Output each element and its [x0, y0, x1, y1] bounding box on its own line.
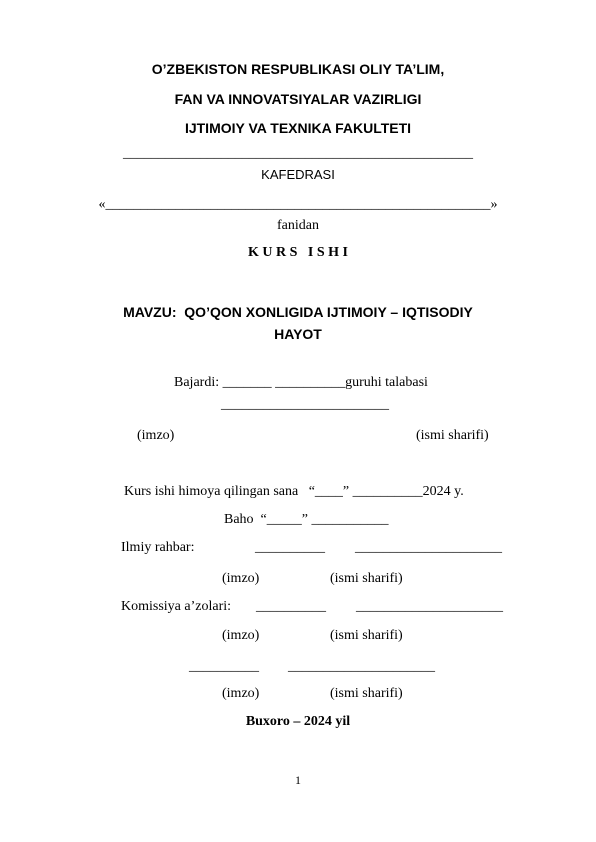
subject-blank: «_______________________________________________________»: [98, 197, 498, 212]
supervisor-name-caption: (ismi sharifi): [330, 571, 403, 586]
grade-line: Baho “_____” ___________: [224, 512, 389, 527]
commission-name-blank: _____________________: [356, 599, 503, 614]
supervisor-signature-caption: (imzo): [222, 571, 260, 586]
commission-name-caption-2: (ismi sharifi): [330, 686, 403, 701]
topic-line-1: MAVZU: QO’QON XONLIGIDA IJTIMOIY – IQTISODIY: [123, 304, 473, 320]
performer-name-blank: ________________________: [221, 397, 389, 412]
department-blank: __________________________________________________: [123, 146, 473, 161]
defense-date-line: Kurs ishi himoya qilingan sana “____” __________2024 y.: [124, 484, 464, 499]
supervisor-label: Ilmiy rahbar:: [121, 540, 195, 555]
ministry-line-2: FAN VA INNOVATSIYALAR VAZIRLIGI: [174, 91, 422, 107]
city-year: Buxoro – 2024 yil: [245, 714, 351, 729]
performer-signature-caption: (imzo): [137, 428, 175, 443]
commission-signature-blank-2: __________: [189, 659, 259, 674]
commission-label: Komissiya a’zolari:: [121, 599, 232, 614]
commission-signature-caption: (imzo): [222, 628, 260, 643]
department-label: KAFEDRASI: [261, 167, 335, 182]
ministry-line-1: O’ZBEKISTON RESPUBLIKASI OLIY TA’LIM,: [151, 61, 445, 77]
commission-signature-blank: __________: [256, 599, 326, 614]
performer-line: Bajardi: _______ __________guruhi talabasi: [174, 375, 428, 390]
document-type-title: K U R S I S H I: [248, 245, 348, 260]
performer-name-caption: (ismi sharifi): [416, 428, 489, 443]
faculty-line: IJTIMOIY VA TEXNIKA FAKULTETI: [184, 120, 412, 136]
commission-name-caption: (ismi sharifi): [330, 628, 403, 643]
supervisor-name-blank: _____________________: [355, 540, 502, 555]
commission-name-blank-2: _____________________: [288, 659, 435, 674]
commission-signature-caption-2: (imzo): [222, 686, 260, 701]
page-number: 1: [295, 773, 301, 787]
supervisor-signature-blank: __________: [255, 540, 325, 555]
topic-line-2: HAYOT: [274, 326, 322, 342]
subject-label: fanidan: [277, 218, 319, 233]
